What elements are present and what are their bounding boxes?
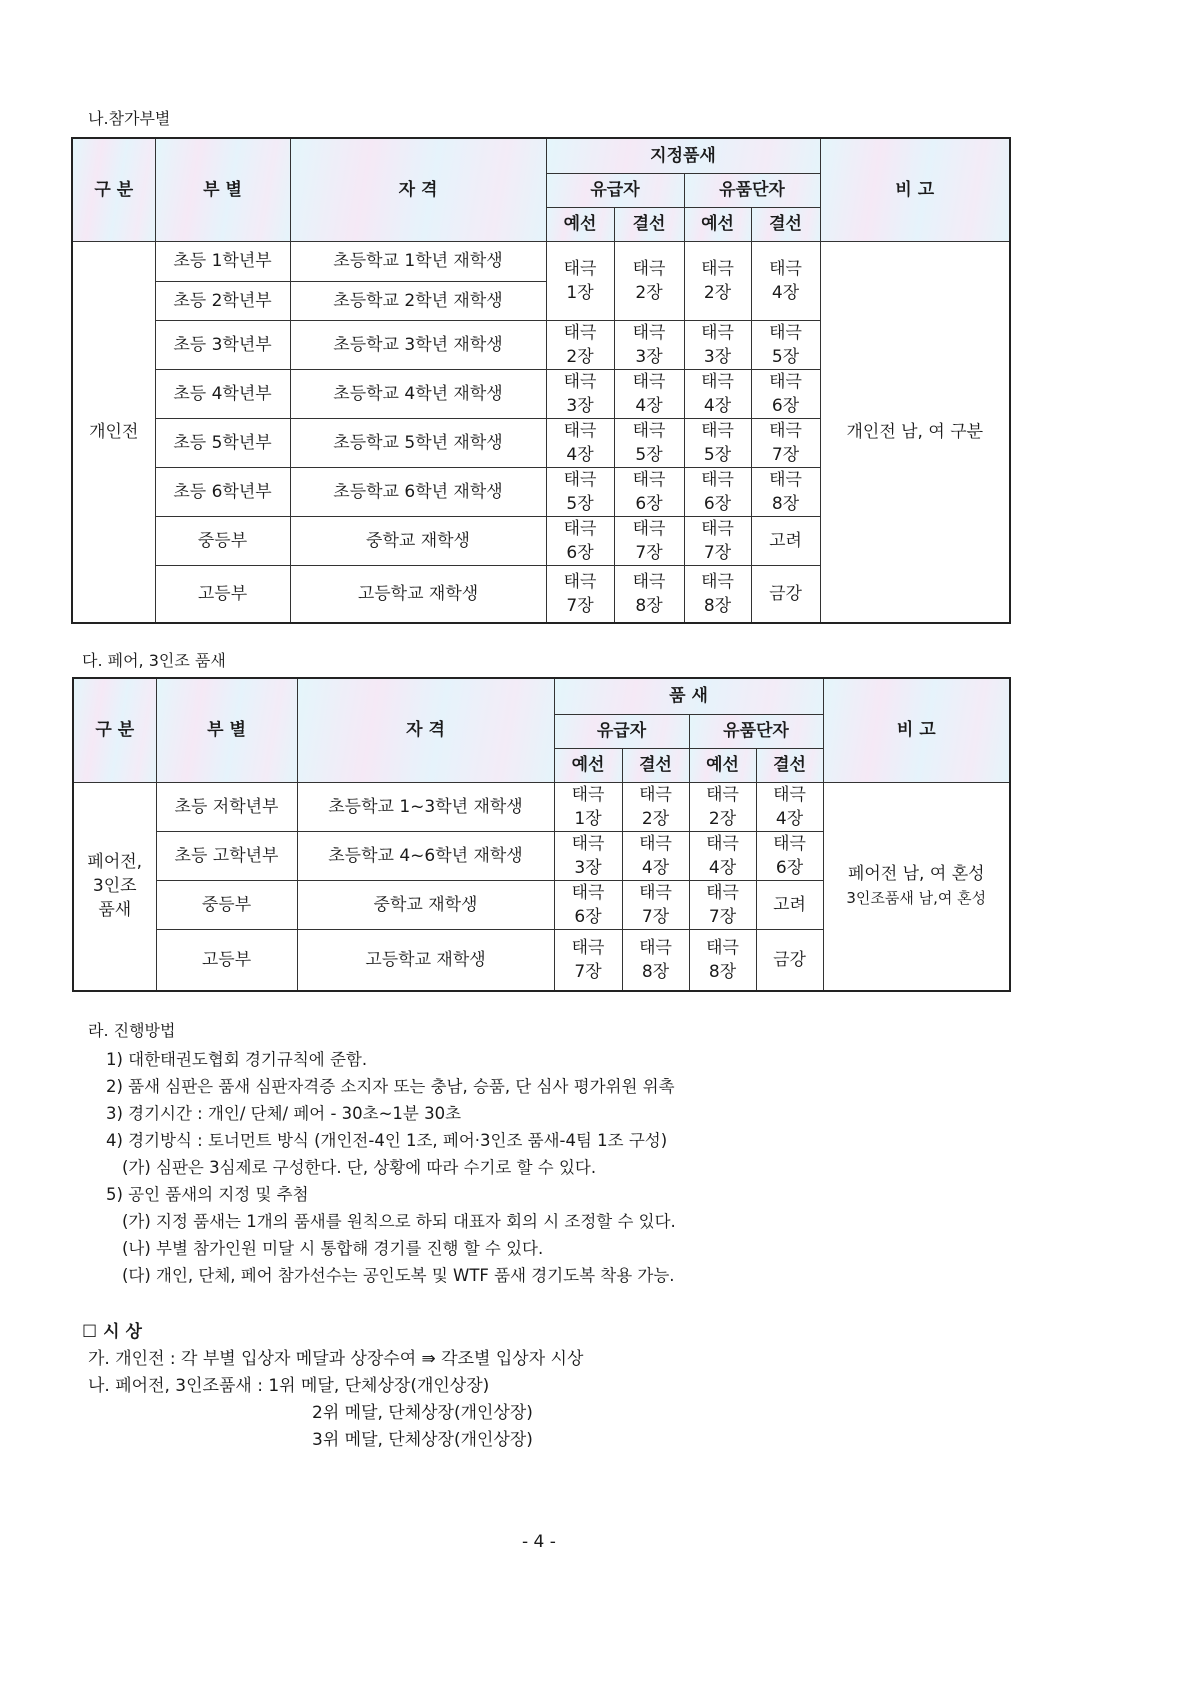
poomsae-cell: 태극 3장 bbox=[546, 369, 614, 418]
header-poomsae: 품 새 bbox=[554, 678, 823, 714]
qualification-cell: 고등학교 재학생 bbox=[290, 565, 546, 623]
header-final: 결선 bbox=[756, 748, 823, 782]
poomsae-cell: 태극 2장 bbox=[546, 320, 614, 369]
header-preliminary: 예선 bbox=[554, 748, 622, 782]
poomsae-cell: 태극 4장 bbox=[622, 831, 689, 880]
qualification-cell: 초등학교 5학년 재학생 bbox=[290, 418, 546, 467]
poomsae-cell: 금강 bbox=[756, 929, 823, 991]
poomsae-cell: 고려 bbox=[756, 880, 823, 929]
poomsae-cell: 태극 6장 bbox=[546, 516, 614, 565]
division-cell: 초등 저학년부 bbox=[156, 782, 297, 831]
section-participation-divisions: 나.참가부별 bbox=[88, 109, 171, 128]
header-preliminary: 예선 bbox=[546, 207, 614, 241]
qualification-cell: 초등학교 2학년 재학생 bbox=[290, 281, 546, 320]
poomsae-cell: 태극 7장 bbox=[689, 880, 756, 929]
qualification-cell: 초등학교 3학년 재학생 bbox=[290, 320, 546, 369]
list-item: 1) 대한태권도협회 경기규칙에 준함. bbox=[106, 1050, 368, 1069]
poomsae-cell: 태극 4장 bbox=[751, 241, 820, 320]
header-preliminary: 예선 bbox=[689, 748, 756, 782]
list-item: 나. 페어전, 3인조품새 : 1위 메달, 단체상장(개인상장) bbox=[88, 1376, 490, 1396]
poomsae-cell: 태극 8장 bbox=[614, 565, 684, 623]
division-cell: 초등 3학년부 bbox=[155, 320, 290, 369]
list-item: 가. 개인전 : 각 부별 입상자 메달과 상장수여 ⇛ 각조별 입상자 시상 bbox=[88, 1349, 584, 1369]
poomsae-cell: 태극 2장 bbox=[622, 782, 689, 831]
header-remarks: 비 고 bbox=[823, 678, 1010, 782]
remarks-cell: 개인전 남, 여 구분 bbox=[820, 241, 1010, 623]
poomsae-cell: 태극 7장 bbox=[614, 516, 684, 565]
category-cell: 개인전 bbox=[72, 241, 155, 623]
poomsae-cell: 태극 3장 bbox=[554, 831, 622, 880]
header-division: 부 별 bbox=[156, 678, 297, 782]
header-division: 부 별 bbox=[155, 138, 290, 241]
header-poom-dan-holders: 유품단자 bbox=[684, 173, 820, 207]
pair-team-divisions-table bbox=[72, 677, 1011, 992]
list-item: 3위 메달, 단체상장(개인상장) bbox=[312, 1430, 533, 1450]
list-item: 4) 경기방식 : 토너먼트 방식 (개인전-4인 1조, 페어·3인조 품새-4팀 1조 구성) bbox=[106, 1131, 668, 1150]
poomsae-cell: 태극 3장 bbox=[614, 320, 684, 369]
poomsae-cell: 태극 4장 bbox=[684, 369, 751, 418]
header-preliminary: 예선 bbox=[684, 207, 751, 241]
poomsae-cell: 태극 6장 bbox=[684, 467, 751, 516]
qualification-cell: 초등학교 4~6학년 재학생 bbox=[297, 831, 554, 880]
qualification-cell: 초등학교 1학년 재학생 bbox=[290, 241, 546, 281]
list-item: 2위 메달, 단체상장(개인상장) bbox=[312, 1403, 533, 1423]
poomsae-cell: 태극 4장 bbox=[689, 831, 756, 880]
qualification-cell: 초등학교 6학년 재학생 bbox=[290, 467, 546, 516]
header-final: 결선 bbox=[614, 207, 684, 241]
header-qualification: 자 격 bbox=[297, 678, 554, 782]
header-kyu-holders: 유급자 bbox=[554, 714, 689, 748]
division-cell: 초등 고학년부 bbox=[156, 831, 297, 880]
header-qualification: 자 격 bbox=[290, 138, 546, 241]
poomsae-cell: 태극 5장 bbox=[751, 320, 820, 369]
header-final: 결선 bbox=[622, 748, 689, 782]
header-category: 구 분 bbox=[72, 138, 155, 241]
poomsae-cell: 태극 7장 bbox=[684, 516, 751, 565]
qualification-cell: 초등학교 1~3학년 재학생 bbox=[297, 782, 554, 831]
section-pair-team-poomsae: 다. 페어, 3인조 품새 bbox=[82, 651, 226, 670]
poomsae-cell: 태극 6장 bbox=[756, 831, 823, 880]
poomsae-cell: 태극 3장 bbox=[684, 320, 751, 369]
individual-divisions-table bbox=[71, 137, 1011, 624]
poomsae-cell: 태극 5장 bbox=[546, 467, 614, 516]
list-item: 5) 공인 품새의 지정 및 추첨 bbox=[106, 1185, 309, 1204]
poomsae-cell: 태극 8장 bbox=[751, 467, 820, 516]
poomsae-cell: 태극 7장 bbox=[751, 418, 820, 467]
poomsae-cell: 태극 8장 bbox=[622, 929, 689, 991]
poomsae-cell: 태극 6장 bbox=[751, 369, 820, 418]
list-item: (가) 심판은 3심제로 구성한다. 단, 상황에 따라 수기로 할 수 있다. bbox=[122, 1158, 597, 1177]
division-cell: 고등부 bbox=[156, 929, 297, 991]
poomsae-cell: 금강 bbox=[751, 565, 820, 623]
qualification-cell: 중학교 재학생 bbox=[290, 516, 546, 565]
poomsae-cell: 태극 1장 bbox=[546, 241, 614, 320]
division-cell: 초등 1학년부 bbox=[155, 241, 290, 281]
qualification-cell: 초등학교 4학년 재학생 bbox=[290, 369, 546, 418]
remarks-cell: 페어전 남, 여 혼성 3인조품새 남,여 혼성 bbox=[823, 782, 1010, 991]
header-kyu-holders: 유급자 bbox=[546, 173, 684, 207]
division-cell: 초등 5학년부 bbox=[155, 418, 290, 467]
poomsae-cell: 고려 bbox=[751, 516, 820, 565]
division-cell: 중등부 bbox=[155, 516, 290, 565]
division-cell: 고등부 bbox=[155, 565, 290, 623]
list-item: 2) 품새 심판은 품새 심판자격증 소지자 또는 충남, 승품, 단 심사 평가위원 위촉 bbox=[106, 1077, 675, 1096]
poomsae-cell: 태극 6장 bbox=[554, 880, 622, 929]
list-item: (나) 부별 참가인원 미달 시 통합해 경기를 진행 할 수 있다. bbox=[122, 1239, 544, 1258]
division-cell: 초등 2학년부 bbox=[155, 281, 290, 320]
division-cell: 중등부 bbox=[156, 880, 297, 929]
header-designated-poomsae: 지정품새 bbox=[546, 138, 820, 173]
poomsae-cell: 태극 4장 bbox=[756, 782, 823, 831]
page-number: - 4 - bbox=[522, 1532, 556, 1552]
qualification-cell: 고등학교 재학생 bbox=[297, 929, 554, 991]
poomsae-cell: 태극 4장 bbox=[546, 418, 614, 467]
poomsae-cell: 태극 5장 bbox=[684, 418, 751, 467]
header-final: 결선 bbox=[751, 207, 820, 241]
poomsae-cell: 태극 8장 bbox=[684, 565, 751, 623]
list-item: 3) 경기시간 : 개인/ 단체/ 페어 - 30초~1분 30초 bbox=[106, 1104, 462, 1123]
poomsae-cell: 태극 7장 bbox=[554, 929, 622, 991]
poomsae-cell: 태극 7장 bbox=[622, 880, 689, 929]
poomsae-cell: 태극 7장 bbox=[546, 565, 614, 623]
header-category: 구 분 bbox=[73, 678, 156, 782]
poomsae-cell: 태극 2장 bbox=[689, 782, 756, 831]
poomsae-cell: 태극 2장 bbox=[614, 241, 684, 320]
category-cell: 페어전, 3인조 품새 bbox=[73, 782, 156, 991]
header-remarks: 비 고 bbox=[820, 138, 1010, 241]
section-procedure: 라. 진행방법 bbox=[88, 1021, 176, 1040]
division-cell: 초등 6학년부 bbox=[155, 467, 290, 516]
header-poom-dan-holders: 유품단자 bbox=[689, 714, 823, 748]
poomsae-cell: 태극 5장 bbox=[614, 418, 684, 467]
poomsae-cell: 태극 1장 bbox=[554, 782, 622, 831]
poomsae-cell: 태극 6장 bbox=[614, 467, 684, 516]
poomsae-cell: 태극 4장 bbox=[614, 369, 684, 418]
division-cell: 초등 4학년부 bbox=[155, 369, 290, 418]
poomsae-cell: 태극 2장 bbox=[684, 241, 751, 320]
section-awards: ☐ 시 상 bbox=[82, 1322, 142, 1342]
list-item: (다) 개인, 단체, 페어 참가선수는 공인도복 및 WTF 품새 경기도복 착용 가능. bbox=[122, 1266, 675, 1285]
poomsae-cell: 태극 8장 bbox=[689, 929, 756, 991]
list-item: (가) 지정 품새는 1개의 품새를 원칙으로 하되 대표자 회의 시 조정할 수 있다. bbox=[122, 1212, 676, 1231]
qualification-cell: 중학교 재학생 bbox=[297, 880, 554, 929]
